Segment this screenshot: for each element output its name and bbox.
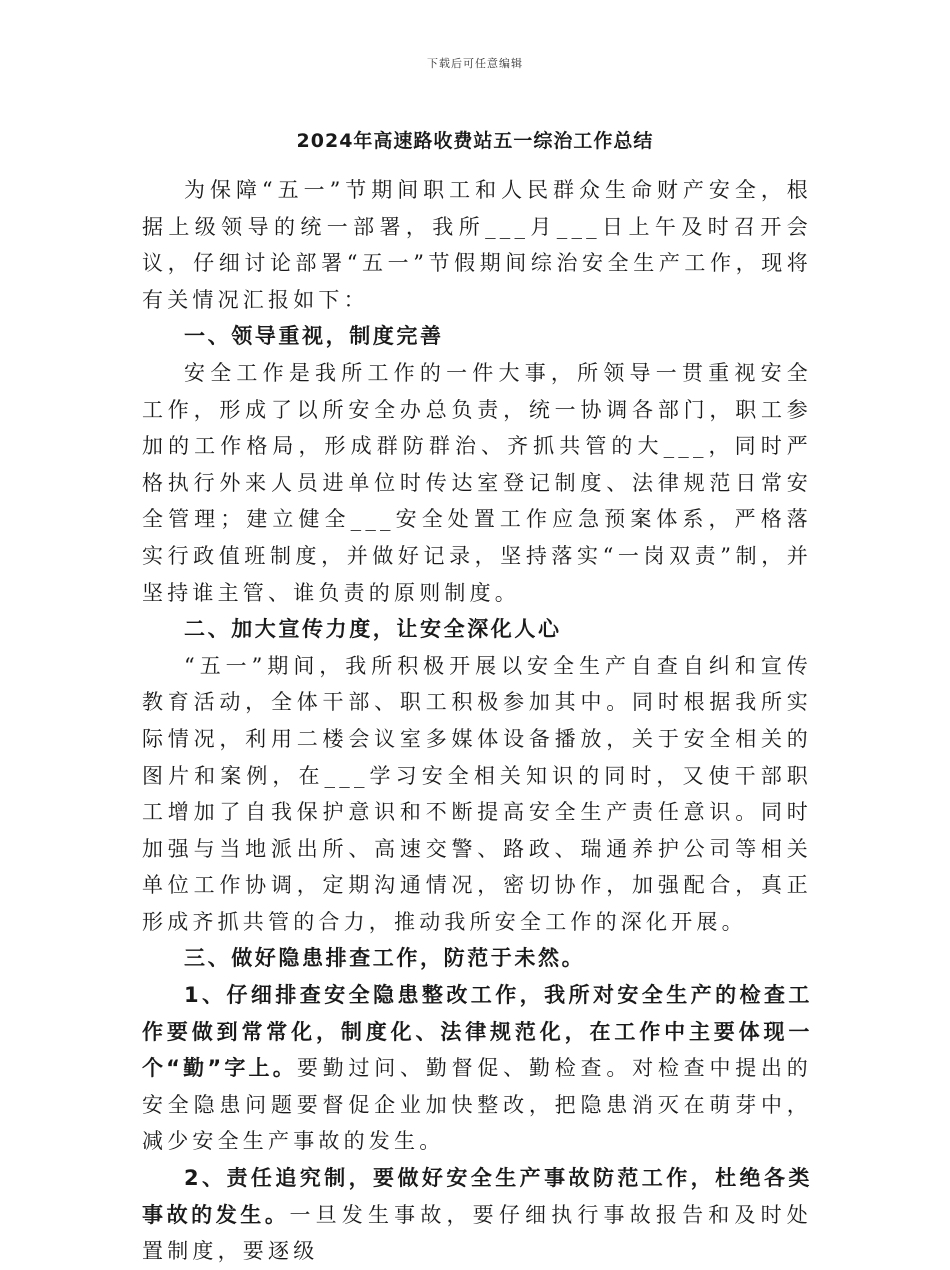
document-title: 2024年高速路收费站五一综治工作总结 [296,130,654,152]
header-note: 下载后可任意编辑 [427,57,523,70]
item-1-lead: 1、仔细排查安全隐患整改工作，我所对安全生产的检查工作要做到常常化，制度化、法律规范化，在工作中主要体现一个“勤”字上。 [142,983,812,1081]
section-3-item-1 [142,977,812,1160]
section-heading-3: 三、做好隐患排查工作，防范于未然。 [184,946,586,971]
section-heading-1: 一、领导重视，制度完善 [184,324,444,349]
intro-paragraph: 为保障“五一”节期间职工和人民群众生命财产安全，根据上级领导的统一部署，我所___月___日上午及时召开会议，仔细讨论部署“五一”节假期间综治安全生产工作，现将有关情况汇报如下： [142,178,812,312]
document-body [142,172,812,1270]
item-2-text: 一旦发生事故，要仔细执行事故报告和及时处置制度，要逐级 [142,1202,812,1264]
section-heading-2: 二、加大宣传力度，让安全深化人心 [184,617,562,642]
item-2-lead: 2、责任追究制，要做好安全生产事故防范工作，杜绝各类事故的发生。 [142,1166,812,1227]
section-3-item-2 [142,1160,812,1270]
section-2-paragraph: “五一”期间，我所积极开展以安全生产自查自纠和宣传教育活动，全体干部、职工积极参加其中。同时根据我所实际情况，利用二楼会议室多媒体设备播放，关于安全相关的图片和案例，在___学习安全相关知识的同时，又使干部职工增加了自我保护意识和不断提高安全生产责任意识。同时加强与当地派出所、高速交警、路政、瑞通养护公司等相关单位工作协调，定期沟通情况，密切协作，加强配合，真正形成齐抓共管的合力，推动我所安全工作的深化开展。 [142,653,812,934]
item-1-text: 要勤过问、勤督促、勤检查。对检查中提出的安全隐患问题要督促企业加快整改，把隐患消灭在萌芽中，减少安全生产事故的发生。 [142,1056,813,1154]
section-1-paragraph: 安全工作是我所工作的一件大事，所领导一贯重视安全工作，形成了以所安全办总负责，统一协调各部门，职工参加的工作格局，形成群防群治、齐抓共管的大___，同时严格执行外来人员进单位时传达室登记制度、法律规范日常安全管理；建立健全___安全处置工作应急预案体系，严格落实行政值班制度，并做好记录，坚持落实“一岗双责”制，并坚持谁主管、谁负责的原则制度。 [142,360,812,605]
